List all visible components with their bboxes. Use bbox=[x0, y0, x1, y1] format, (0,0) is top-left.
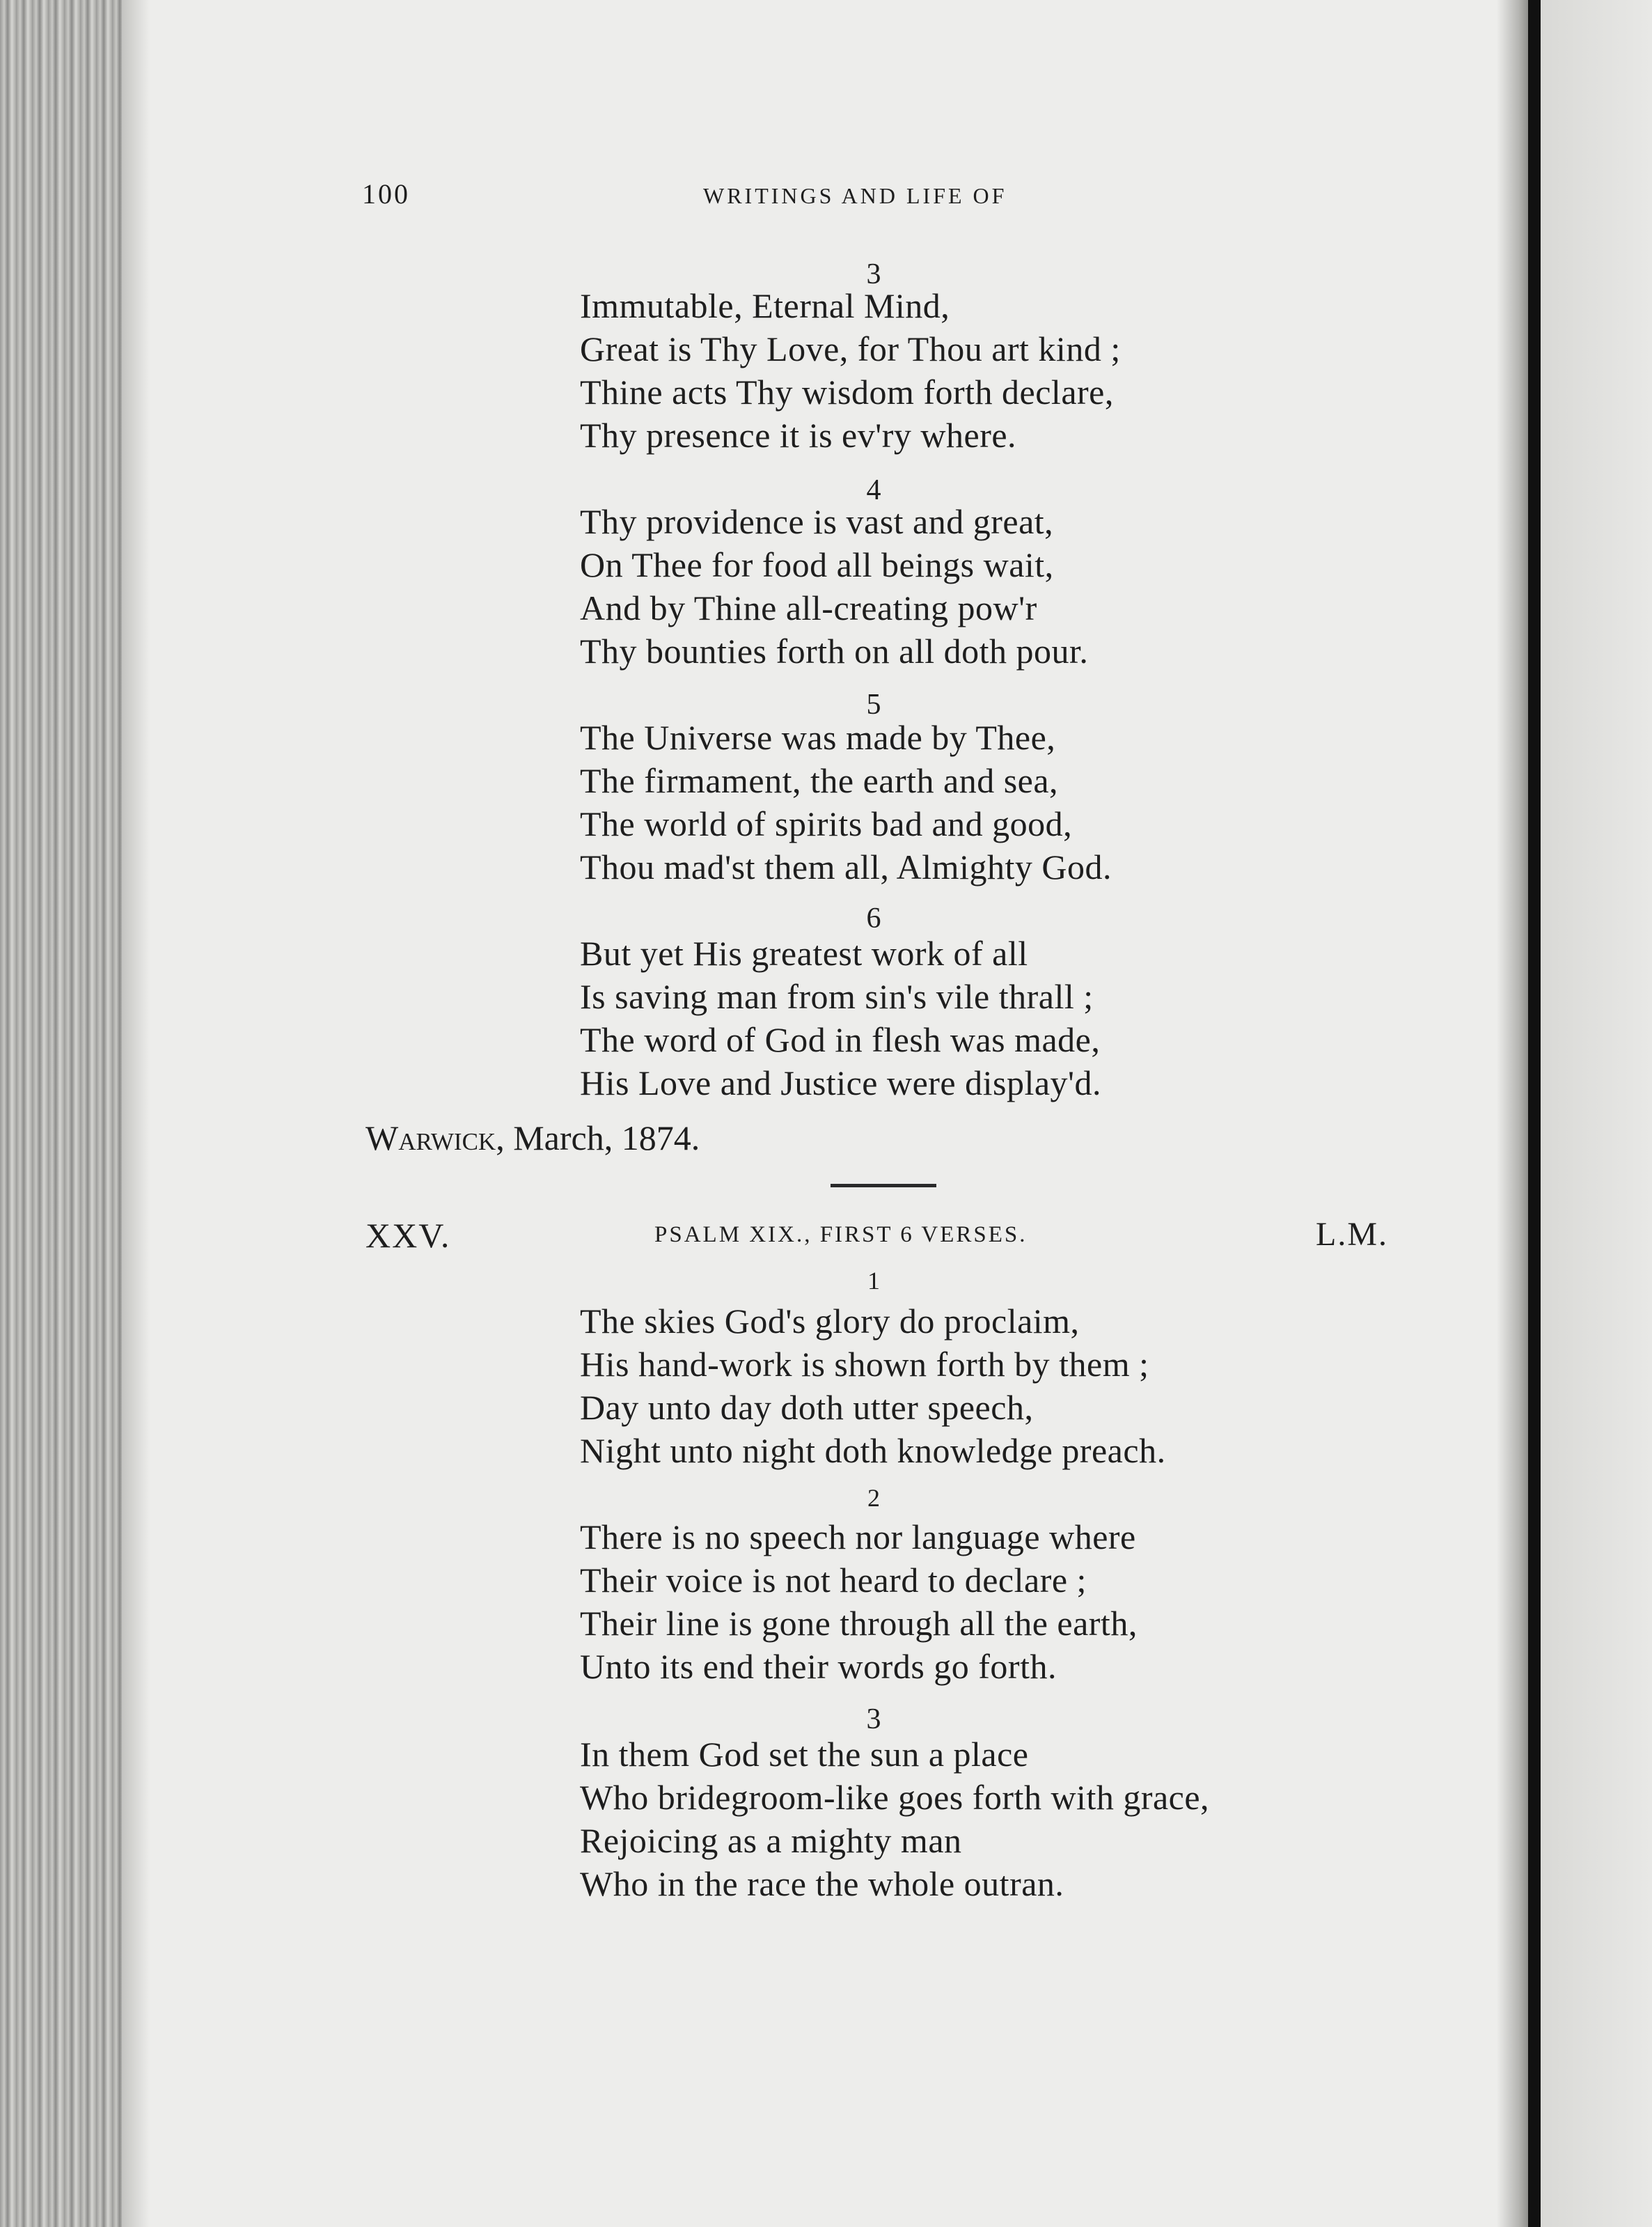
dateline bbox=[365, 1118, 700, 1158]
verse-line: The firmament, the earth and sea, bbox=[580, 761, 1059, 800]
binding-shadow bbox=[122, 0, 150, 2227]
verse-line: Their voice is not heard to declare ; bbox=[580, 1561, 1087, 1600]
verse-line: Unto its end their words go forth. bbox=[580, 1647, 1057, 1686]
running-head: WRITINGS AND LIFE OF bbox=[703, 183, 1007, 208]
hymn-title: PSALM XIX., FIRST 6 VERSES. bbox=[654, 1222, 1028, 1247]
stanza-number: 3 bbox=[866, 258, 881, 290]
verse-line: Great is Thy Love, for Thou art kind ; bbox=[580, 329, 1121, 368]
verse-line: Who bridegroom-like goes forth with grace, bbox=[580, 1778, 1210, 1817]
stanza-number: 2 bbox=[867, 1484, 880, 1512]
verse-line: The word of God in flesh was made, bbox=[580, 1020, 1101, 1059]
page-header bbox=[362, 178, 1392, 212]
verse-line: Thy providence is vast and great, bbox=[580, 502, 1054, 541]
section-divider bbox=[831, 1184, 936, 1187]
verse-line: Thine acts Thy wisdom forth declare, bbox=[580, 373, 1114, 412]
verse-line: Thy presence it is ev'ry where. bbox=[580, 416, 1017, 455]
stanza-number: 5 bbox=[866, 689, 881, 721]
verse-line: His hand-work is shown forth by them ; bbox=[580, 1345, 1149, 1384]
gutter-fold bbox=[1528, 0, 1541, 2227]
verse-line: The world of spirits bad and good, bbox=[580, 804, 1073, 843]
hymn-number: XXV. bbox=[365, 1216, 451, 1255]
gutter-shadow bbox=[1497, 0, 1528, 2227]
dateline-place: Warwick, bbox=[365, 1118, 505, 1157]
page-edges-left bbox=[0, 0, 122, 2227]
hymn-meter: L.M. bbox=[1316, 1216, 1388, 1253]
stanza-number: 4 bbox=[866, 474, 881, 506]
stanza-number: 6 bbox=[866, 902, 881, 935]
verse-line: Thou mad'st them all, Almighty God. bbox=[580, 847, 1112, 886]
facing-page-edge bbox=[1541, 0, 1652, 2227]
verse-line: Night unto night doth knowledge preach. bbox=[580, 1431, 1166, 1470]
verse-line: The skies God's glory do proclaim, bbox=[580, 1302, 1080, 1341]
verse-line: In them God set the sun a place bbox=[580, 1735, 1029, 1774]
verse-line: On Thee for food all beings wait, bbox=[580, 545, 1054, 584]
page-number: 100 bbox=[362, 178, 410, 210]
verse-line: Immutable, Eternal Mind, bbox=[580, 286, 950, 325]
verse-line: Is saving man from sin's vile thrall ; bbox=[580, 977, 1094, 1016]
verse-line: There is no speech nor language where bbox=[580, 1517, 1136, 1556]
verse-line: And by Thine all-creating pow'r bbox=[580, 588, 1037, 627]
stanza-number: 3 bbox=[866, 1703, 881, 1735]
dateline-date: March, 1874. bbox=[504, 1118, 700, 1157]
verse-line: Who in the race the whole outran. bbox=[580, 1864, 1064, 1903]
verse-line: Their line is gone through all the earth, bbox=[580, 1604, 1138, 1643]
verse-line: Thy bounties forth on all doth pour. bbox=[580, 632, 1089, 671]
verse-line: Day unto day doth utter speech, bbox=[580, 1388, 1034, 1427]
verse-line: His Love and Justice were display'd. bbox=[580, 1063, 1102, 1102]
verse-line: The Universe was made by Thee, bbox=[580, 718, 1056, 757]
verse-line: Rejoicing as a mighty man bbox=[580, 1821, 962, 1860]
verse-line: But yet His greatest work of all bbox=[580, 934, 1028, 973]
stanza-number: 1 bbox=[867, 1267, 880, 1295]
